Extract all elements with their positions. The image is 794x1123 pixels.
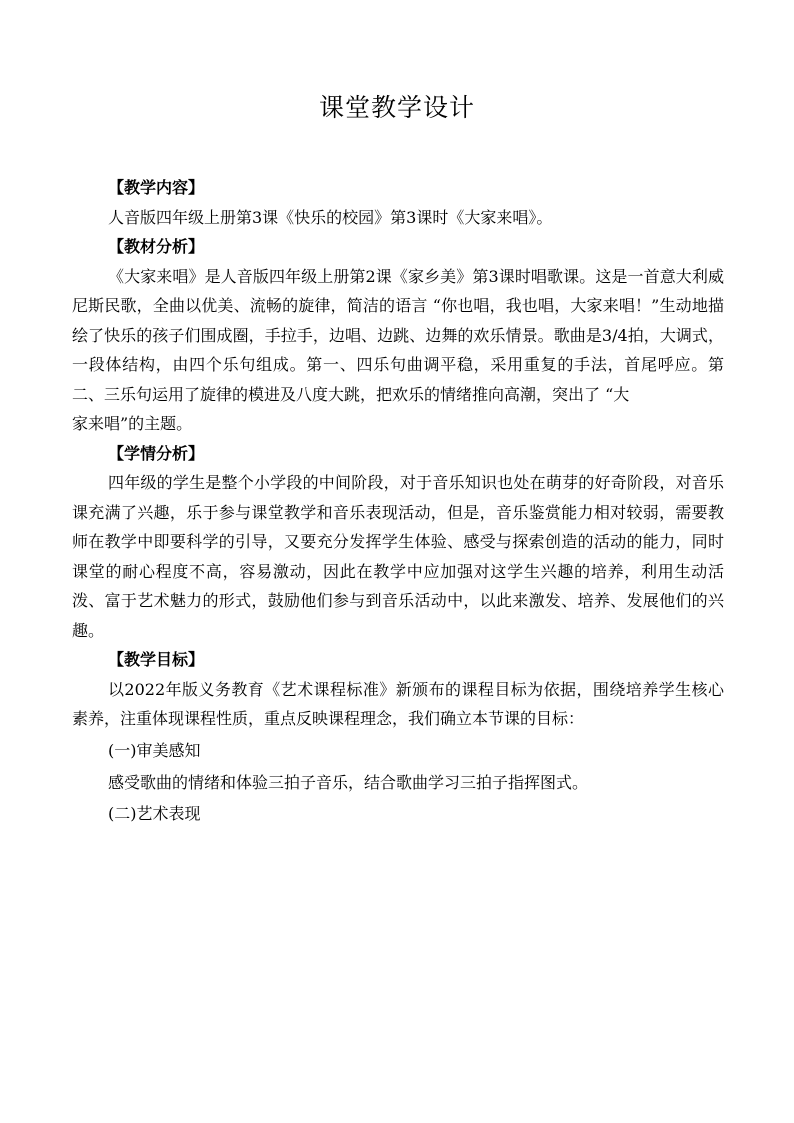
heading-learner-analysis: 【学情分析】 (108, 443, 205, 463)
goal-aesthetic-perception-title: (一)审美感知 (108, 740, 201, 760)
heading-teaching-goals: 【教学目标】 (108, 650, 205, 669)
teaching-content-text: 人音版四年级上册第3课《快乐的校园》第3课时《大家来唱》。 (108, 207, 553, 227)
learner-analysis-text: 四年级的学生是整个小学段的中间阶段，对于音乐知识也处在萌芽的好奇阶段，对音乐课充满了兴趣，乐于参与课堂教学和音乐表现活动，但是，音乐鉴赏能力相对较弱，需要教师在教学中即要科学的引导，又要充分发挥学生体验、感受与探索创造的活动的能力，同时课堂的耐心程度不高，容易激动，因此在教学中应加强对这学生兴趣的培养，利用生动活泼、富于艺术魅力的形式，鼓励他们参与到音乐活动中，以此来激发、培养、发展他们的兴趣。 (72, 473, 724, 640)
goal-artistic-expression-title: (二)艺术表现 (108, 804, 201, 823)
page-title: 课堂教学设计 (318, 93, 475, 122)
material-analysis-text: 《大家来唱》是人音版四年级上册第2课《家乡美》第3课时唱歌课。这是一首意大利威尼斯民歌，全曲以优美、流畅的旋律，简洁的语言 “你也唱，我也唱，大家来唱！”生动地描绘了快乐的孩子们围成圈，手拉手，边唱、边跳、边舞的欢乐情景。歌曲是3/4拍，大调式，一段体结构，由四个乐句组成。第一、四乐句曲调平稳，采用重复的手法，首尾呼应。第二、三乐句运用了旋律的模进及八度大跳，把欢乐的情绪推向高潮，突出了 “大 (72, 266, 724, 404)
material-analysis-text-tail: 家来唱”的主题。 (72, 414, 193, 433)
heading-material-analysis: 【教材分析】 (108, 237, 205, 256)
document-body (72, 173, 724, 831)
teaching-goals-text: 以2022年版义务教育《艺术课程标准》新颁布的课程目标为依据，围绕培养学生核心素养，注重体现课程性质，重点反映课程理念，我们确立本节课的目标： (72, 679, 724, 728)
heading-teaching-content: 【教学内容】 (108, 178, 205, 197)
goal-aesthetic-perception-text: 感受歌曲的情绪和体验三拍子音乐，结合歌曲学习三拍子指挥图式。 (108, 772, 589, 792)
